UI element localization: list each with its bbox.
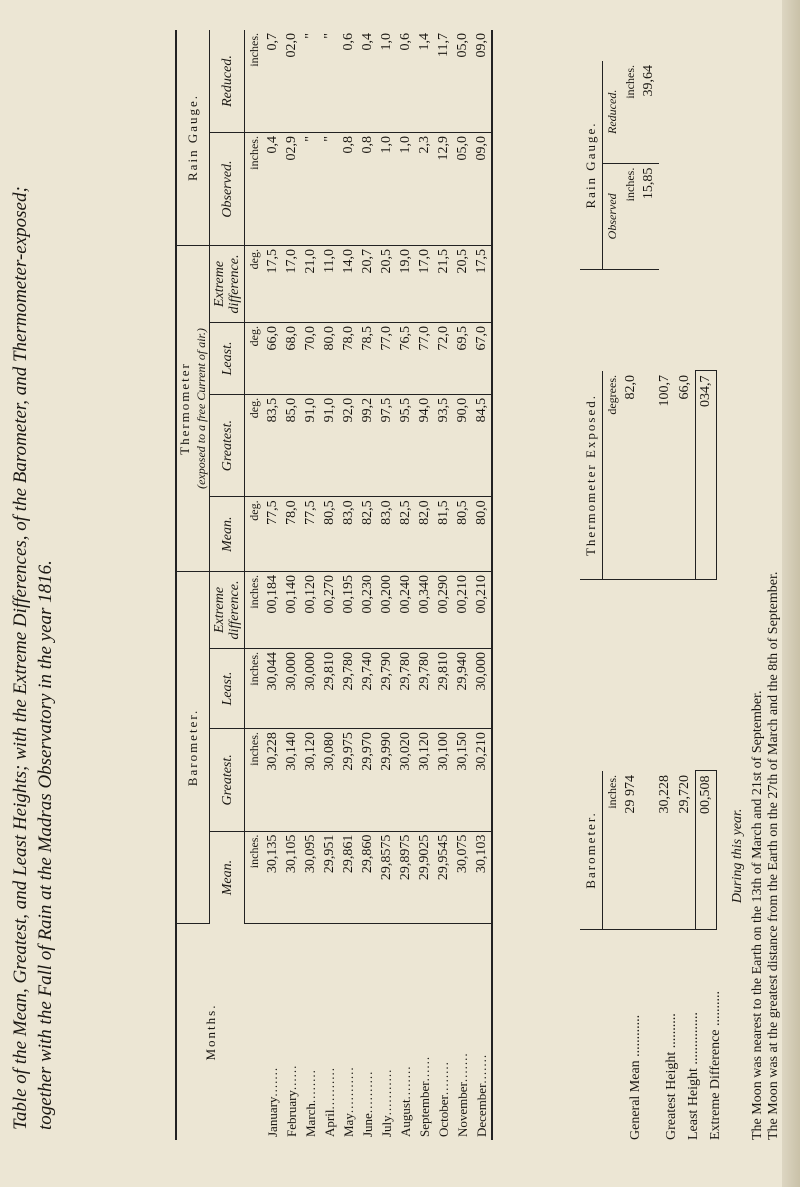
table-cell: 29,970 xyxy=(358,729,377,831)
unit-label: degrees. xyxy=(603,371,622,580)
col-header: Greatest. xyxy=(210,729,245,831)
table-cell: 09,0 xyxy=(472,30,492,133)
table-cell: 76,5 xyxy=(396,322,415,394)
table-cell: 14,0 xyxy=(339,245,358,322)
table-cell: 29,951 xyxy=(320,831,339,923)
table-row xyxy=(339,30,358,1140)
table-cell: 00,210 xyxy=(453,571,472,648)
table-cell: 30,000 xyxy=(282,648,301,728)
table-cell: 09,0 xyxy=(472,133,492,246)
table-cell: 80,5 xyxy=(453,497,472,572)
summary-labels xyxy=(628,991,730,1140)
table-cell: 29,810 xyxy=(434,648,453,728)
table-cell: 78,0 xyxy=(339,322,358,394)
summary-barometer-extreme: 00,508 xyxy=(696,771,717,930)
page-edge xyxy=(782,0,800,1187)
table-cell: 30,100 xyxy=(434,729,453,831)
table-cell: 1,0 xyxy=(396,133,415,246)
table-cell: 00,290 xyxy=(434,571,453,648)
table-cell: 30,228 xyxy=(263,729,282,831)
table-row xyxy=(282,30,301,1140)
month-name: April.......... xyxy=(321,1067,337,1137)
table-cell: 80,0 xyxy=(472,497,492,572)
month-name: August........ xyxy=(397,1065,413,1137)
col-header: Mean. xyxy=(210,497,245,572)
table-cell: " xyxy=(320,30,339,133)
table-cell: 20,5 xyxy=(377,245,396,322)
table-cell: 29,780 xyxy=(396,648,415,728)
least-height-label: Least Height ............... xyxy=(686,1012,701,1140)
table-cell: 00,120 xyxy=(301,571,320,648)
month-name: March........ xyxy=(302,1069,318,1137)
table-cell: 30,140 xyxy=(282,729,301,831)
table-cell: 11,7 xyxy=(434,30,453,133)
table-cell: 05,0 xyxy=(453,30,472,133)
table-cell: 00,340 xyxy=(415,571,434,648)
table-cell: 00,270 xyxy=(320,571,339,648)
table-cell: 80,5 xyxy=(320,497,339,572)
moon-notes xyxy=(730,572,782,1140)
table-cell: 68,0 xyxy=(282,322,301,394)
table-cell: 99,2 xyxy=(358,394,377,496)
summary-barometer-least: 29,720 xyxy=(675,771,696,930)
summary-rain-observed: 15,85 xyxy=(639,163,659,269)
month-name: June.......... xyxy=(359,1070,375,1137)
table-cell: 84,5 xyxy=(472,394,492,496)
table-cell: 30,000 xyxy=(301,648,320,728)
table-cell: 00,240 xyxy=(396,571,415,648)
title-line-1: Table of the Mean, Greatest, and Least Heights; with the Extreme Differences, of the Barometer, and Thermometer-exposed; xyxy=(10,186,31,1130)
notes-heading: During this year. xyxy=(730,808,745,904)
table-cell: 0,4 xyxy=(263,133,282,246)
table-cell: 21,5 xyxy=(434,245,453,322)
table-cell: 29,780 xyxy=(339,648,358,728)
table-cell: 29,860 xyxy=(358,831,377,923)
table-cell: 91,0 xyxy=(301,394,320,496)
table-cell: 17,5 xyxy=(263,245,282,322)
table-cell: 30,150 xyxy=(453,729,472,831)
table-cell: 77,5 xyxy=(263,497,282,572)
table-cell: 81,5 xyxy=(434,497,453,572)
month-name: November....... xyxy=(454,1052,470,1137)
table-cell: 70,0 xyxy=(301,322,320,394)
monthly-observations-table xyxy=(175,30,493,1140)
unit-label: deg. xyxy=(245,497,264,572)
table-row xyxy=(263,30,282,1140)
summary-barometer-header: Barometer. xyxy=(580,771,603,930)
month-name: September...... xyxy=(416,1055,432,1137)
col-header: Extreme difference. xyxy=(210,245,245,322)
table-cell: 30,075 xyxy=(453,831,472,923)
table-cell: 29,975 xyxy=(339,729,358,831)
rotated-table-page xyxy=(0,20,780,1170)
summary-barometer-mean: 29 974 xyxy=(621,771,641,930)
table-cell: 77,0 xyxy=(415,322,434,394)
barometer-header: Barometer. xyxy=(176,571,210,923)
table-cell: 85,0 xyxy=(282,394,301,496)
col-header: Observed. xyxy=(210,133,245,246)
table-cell: 78,5 xyxy=(358,322,377,394)
table-cell: 83,0 xyxy=(339,497,358,572)
unit-label: inches. xyxy=(621,61,639,163)
unit-label: inches. xyxy=(245,30,264,133)
table-cell: 29,9025 xyxy=(415,831,434,923)
table-cell: 29,8975 xyxy=(396,831,415,923)
table-cell: 93,5 xyxy=(434,394,453,496)
table-row xyxy=(320,30,339,1140)
summary-thermometer xyxy=(580,371,717,581)
summary-rain-reduced: 39,64 xyxy=(639,61,659,163)
table-cell: 67,0 xyxy=(472,322,492,394)
table-cell: 00,140 xyxy=(282,571,301,648)
unit-label: inches. xyxy=(245,133,264,246)
table-cell: 90,0 xyxy=(453,394,472,496)
table-cell: 00,195 xyxy=(339,571,358,648)
table-cell: 80,0 xyxy=(320,322,339,394)
table-cell: 0,6 xyxy=(339,30,358,133)
table-cell: 82,5 xyxy=(358,497,377,572)
table-cell: 11,0 xyxy=(320,245,339,322)
table-cell: 30,044 xyxy=(263,648,282,728)
table-cell: 17,5 xyxy=(472,245,492,322)
table-cell: 30,120 xyxy=(301,729,320,831)
table-cell: 30,210 xyxy=(472,729,492,831)
table-cell: 30,080 xyxy=(320,729,339,831)
table-row xyxy=(415,30,434,1140)
table-cell: 29,8575 xyxy=(377,831,396,923)
table-cell: 29,9545 xyxy=(434,831,453,923)
thermometer-title: Thermometer xyxy=(177,362,192,455)
thermometer-header xyxy=(176,245,210,571)
month-name: July........... xyxy=(378,1068,394,1137)
col-header: Reduced. xyxy=(210,30,245,133)
table-cell: 29,780 xyxy=(415,648,434,728)
table-cell: 00,184 xyxy=(263,571,282,648)
month-name: May........... xyxy=(340,1066,356,1137)
unit-label: inches. xyxy=(603,771,622,930)
table-cell: 20,7 xyxy=(358,245,377,322)
months-header: Months. xyxy=(202,1003,218,1061)
summary-barometer xyxy=(580,771,717,931)
summary-rain-header: Rain Gauge. xyxy=(580,61,603,270)
table-cell: 1,0 xyxy=(377,133,396,246)
general-mean-label: General Mean ............ xyxy=(628,1014,643,1140)
table-cell: 94,0 xyxy=(415,394,434,496)
unit-label: inches. xyxy=(245,571,264,648)
table-cell: 29,940 xyxy=(453,648,472,728)
summary-rain-observed-label: Observed xyxy=(603,163,622,269)
table-cell: 30,095 xyxy=(301,831,320,923)
table-row xyxy=(377,30,396,1140)
notes-line-2: The Moon was at the greatest distance from the Earth on the 27th of March and the 8th of September. xyxy=(766,571,781,1140)
table-cell: 00,200 xyxy=(377,571,396,648)
table-cell: 17,0 xyxy=(415,245,434,322)
table-cell: 21,0 xyxy=(301,245,320,322)
table-cell: 92,0 xyxy=(339,394,358,496)
table-cell: 0,4 xyxy=(358,30,377,133)
table-row xyxy=(301,30,320,1140)
unit-label: deg. xyxy=(245,394,264,496)
table-row xyxy=(396,30,415,1140)
greatest-height-label: Greatest Height .......... xyxy=(664,1013,679,1140)
unit-label: inches. xyxy=(245,648,264,728)
table-cell: 00,230 xyxy=(358,571,377,648)
title-line-2: together with the Fall of Rain at the Madras Observatory in the year 1816. xyxy=(35,560,56,1130)
table-cell: 83,0 xyxy=(377,497,396,572)
month-name: October........ xyxy=(435,1061,451,1137)
table-cell: 05,0 xyxy=(453,133,472,246)
table-cell: 20,5 xyxy=(453,245,472,322)
col-header: Extreme difference. xyxy=(210,571,245,648)
table-cell: 30,105 xyxy=(282,831,301,923)
table-cell: 00,210 xyxy=(472,571,492,648)
month-name: December....... xyxy=(473,1053,489,1137)
table-cell: 1,4 xyxy=(415,30,434,133)
notes-line-1: The Moon was nearest to the Earth on the 13th of March and 21st of September. xyxy=(750,690,765,1140)
table-cell: 1,0 xyxy=(377,30,396,133)
unit-label: inches. xyxy=(621,163,639,269)
table-cell: 0,6 xyxy=(396,30,415,133)
table-cell: 82,5 xyxy=(396,497,415,572)
summary-thermometer-extreme: 034,7 xyxy=(696,371,717,580)
summary-barometer-greatest: 30,228 xyxy=(655,771,675,930)
table-cell: 97,5 xyxy=(377,394,396,496)
table-row xyxy=(472,30,492,1140)
table-cell: 30,000 xyxy=(472,648,492,728)
table-cell: 29,790 xyxy=(377,648,396,728)
table-cell: " xyxy=(301,30,320,133)
thermometer-note: (exposed to a free Current of air.) xyxy=(194,328,208,489)
table-cell: 29,740 xyxy=(358,648,377,728)
table-cell: 29,861 xyxy=(339,831,358,923)
table-row xyxy=(453,30,472,1140)
table-cell: 0,7 xyxy=(263,30,282,133)
summary-rain-reduced-label: Reduced. xyxy=(603,61,622,163)
table-cell: " xyxy=(320,133,339,246)
table-cell: 78,0 xyxy=(282,497,301,572)
col-header: Greatest. xyxy=(210,394,245,496)
table-cell: 77,5 xyxy=(301,497,320,572)
table-cell: 2,3 xyxy=(415,133,434,246)
month-name: February...... xyxy=(283,1064,299,1137)
table-cell: 91,0 xyxy=(320,394,339,496)
table-cell: 0,8 xyxy=(339,133,358,246)
table-cell: 82,0 xyxy=(415,497,434,572)
table-cell: 66,0 xyxy=(263,322,282,394)
summary-thermometer-mean: 82,0 xyxy=(621,371,641,580)
table-cell: " xyxy=(301,133,320,246)
unit-label: inches. xyxy=(245,831,264,923)
unit-label: deg. xyxy=(245,322,264,394)
table-cell: 02,9 xyxy=(282,133,301,246)
unit-label: deg. xyxy=(245,245,264,322)
table-cell: 72,0 xyxy=(434,322,453,394)
col-header: Mean. xyxy=(210,831,245,923)
table-title xyxy=(8,50,58,1130)
table-cell: 0,8 xyxy=(358,133,377,246)
table-cell: 30,103 xyxy=(472,831,492,923)
summary-thermometer-greatest: 100,7 xyxy=(655,371,675,580)
rain-gauge-header: Rain Gauge. xyxy=(176,30,210,245)
unit-label: inches. xyxy=(245,729,264,831)
table-cell: 83,5 xyxy=(263,394,282,496)
table-cell: 30,135 xyxy=(263,831,282,923)
summary-thermometer-header: Thermometer Exposed. xyxy=(580,371,603,580)
table-cell: 12,9 xyxy=(434,133,453,246)
month-name: January....... xyxy=(264,1066,280,1137)
table-cell: 29,990 xyxy=(377,729,396,831)
summary-thermometer-least: 66,0 xyxy=(675,371,696,580)
table-cell: 95,5 xyxy=(396,394,415,496)
table-cell: 69,5 xyxy=(453,322,472,394)
table-cell: 17,0 xyxy=(282,245,301,322)
table-cell: 19,0 xyxy=(396,245,415,322)
table-row xyxy=(358,30,377,1140)
table-cell: 77,0 xyxy=(377,322,396,394)
col-header: Least. xyxy=(210,322,245,394)
summary-rain-gauge xyxy=(580,61,659,270)
table-cell: 02,0 xyxy=(282,30,301,133)
extreme-difference-label: Extreme Difference .......... xyxy=(708,990,723,1140)
table-cell: 30,120 xyxy=(415,729,434,831)
table-cell: 30,020 xyxy=(396,729,415,831)
col-header: Least. xyxy=(210,648,245,728)
table-cell: 29,810 xyxy=(320,648,339,728)
table-row xyxy=(434,30,453,1140)
